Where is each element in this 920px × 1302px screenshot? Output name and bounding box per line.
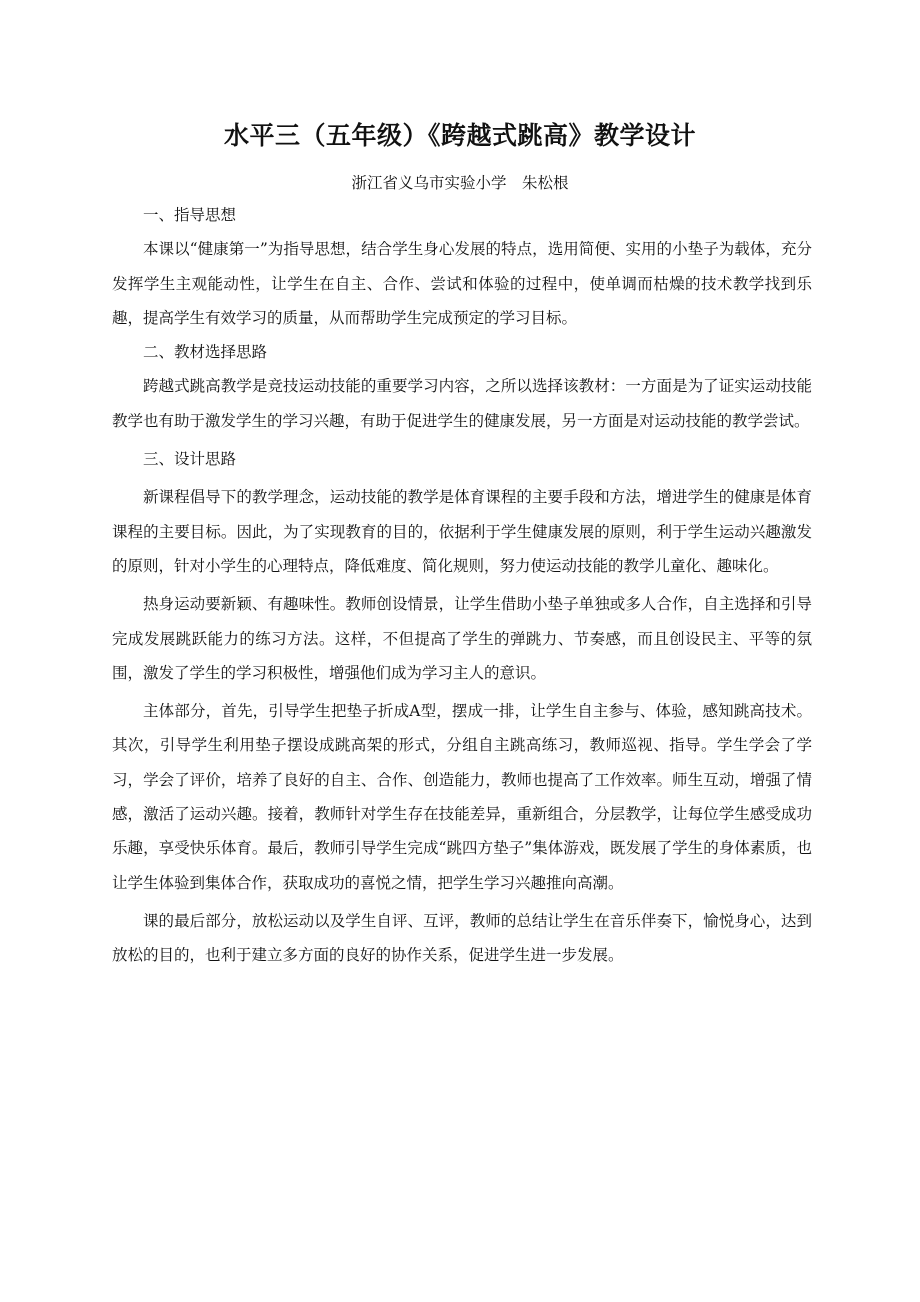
document-title: 水平三（五年级）《跨越式跳高》教学设计 — [223, 121, 696, 150]
section-heading-design-ideas: 三、设计思路 — [143, 450, 237, 469]
paragraph: 热身运动要新颖、有趣味性。教师创设情景，让学生借助小垫子单独或多人合作，自主选择和引导完成发展跳跃能力的练习方法。这样，不但提高了学生的弹跳力、节奏感，而且创设民主、平等的氛围，激发了学生的学习积极性，增强他们成为学习主人的意识。 — [112, 595, 812, 682]
paragraph: 新课程倡导下的教学理念，运动技能的教学是体育课程的主要手段和方法，增进学生的健康是体育课程的主要目标。因此，为了实现教育的目的，依据利于学生健康发展的原则，利于学生运动兴趣激发的原则，针对小学生的心理特点，降低难度、简化规则，努力使运动技能的教学儿童化、趣味化。 — [112, 488, 812, 575]
paragraph: 课的最后部分，放松运动以及学生自评、互评，教师的总结让学生在音乐伴奏下，愉悦身心，达到放松的目的，也利于建立多方面的良好的协作关系，促进学生进一步发展。 — [112, 911, 812, 965]
document-body — [112, 198, 812, 973]
section-heading-material-selection: 二、教材选择思路 — [143, 343, 268, 362]
paragraph: 主体部分，首先，引导学生把垫子折成A型，摆成一排，让学生自主参与、体验，感知跳高技术。其次，引导学生利用垫子摆设成跳高架的形式，分组自主跳高练习，教师巡视、指导。学生学会了学习，学会了评价，培养了良好的自主、合作、创造能力，教师也提高了工作效率。师生互动，增强了情感，激活了运动兴趣。接着，教师针对学生存在技能差异，重新组合，分层教学，让每位学生感受成功乐趣，享受快乐体育。最后，教师引导学生完成“跳四方垫子”集体游戏，既发展了学生的身体素质，也让学生体验到集体合作，获取成功的喜悦之情，把学生学习兴趣推向高潮。 — [112, 702, 812, 892]
paragraph: 本课以“健康第一”为指导思想，结合学生身心发展的特点，选用简便、实用的小垫子为载体，充分发挥学生主观能动性，让学生在自主、合作、尝试和体验的过程中，使单调而枯燥的技术教学找到乐趣，提高学生有效学习的质量，从而帮助学生完成预定的学习目标。 — [112, 240, 812, 327]
paragraph: 跨越式跳高教学是竞技运动技能的重要学习内容，之所以选择该教材：一方面是为了证实运动技能教学也有助于激发学生的学习兴趣，有助于促进学生的健康发展，另一方面是对运动技能的教学尝试。 — [112, 377, 812, 430]
section-heading-guiding-thought: 一、指导思想 — [143, 206, 237, 224]
document-author: 浙江省义乌市实验小学 朱松根 — [351, 174, 569, 192]
